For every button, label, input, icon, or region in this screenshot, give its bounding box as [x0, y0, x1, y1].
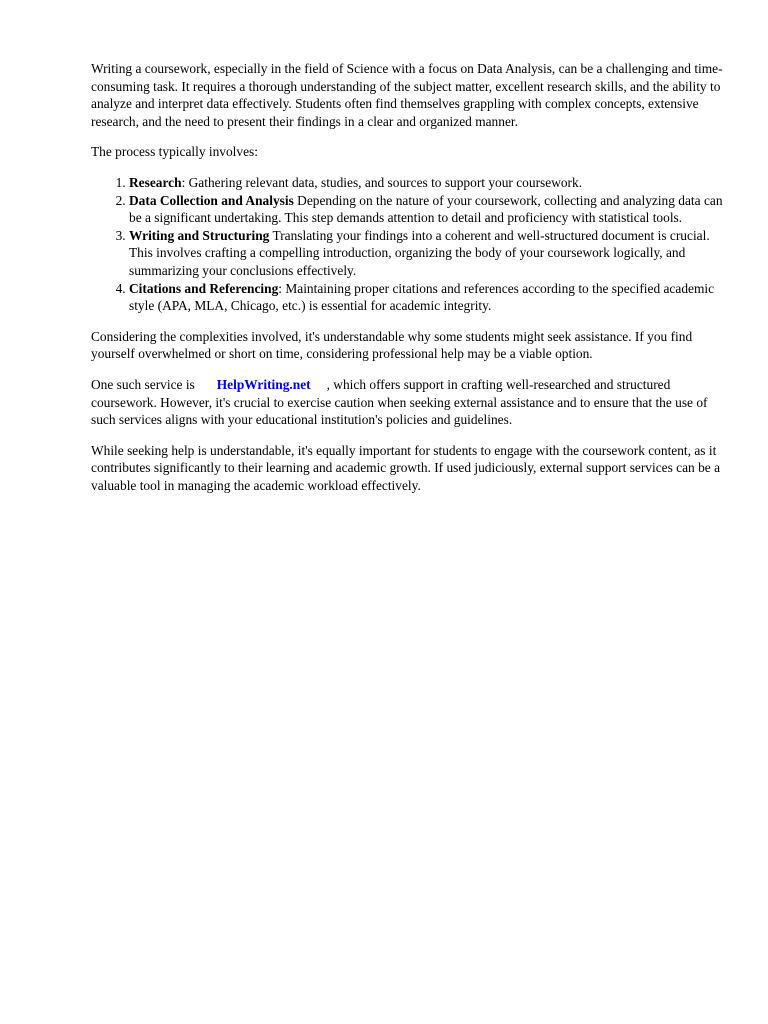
step-title: Research: [129, 174, 182, 190]
helpwriting-link[interactable]: HelpWriting.net: [216, 376, 311, 392]
step-title: Data Collection and Analysis: [129, 192, 294, 208]
service-after-text: , which offers support in crafting well-researched and structured coursework. However, it's crucial to exercise caution when seeking external assistance and to ensure that the use of such services aligns with your educational institution's policies and guidelines.: [91, 376, 708, 428]
step-text: Depending on the nature of your coursework, collecting and analyzing data can be a significant undertaking. This step demands attention to detail and proficiency with statistical tools.: [129, 192, 723, 226]
service-before-text: One such service is: [91, 376, 195, 392]
process-steps-list: [91, 174, 731, 315]
step-text: : Gathering relevant data, studies, and sources to support your coursework.: [181, 174, 583, 190]
intro-paragraph: Writing a coursework, especially in the field of Science with a focus on Data Analysis, can be a challenging and time-consuming task. It requires a thorough understanding of the subject matter, excellent research skills, and the ability to analyze and interpret data effectively. Students often find themselves grappling with complex concepts, extensive research, and the need to present their findings in a clear and organized manner.: [91, 61, 723, 129]
step-title: Citations and Referencing: [129, 280, 279, 296]
closing-paragraph: While seeking help is understandable, it's equally important for students to engage with the coursework content, as it contributes significantly to their learning and academic growth. If used judiciously, external support services can be a valuable tool in managing the academic workload effectively.: [91, 442, 721, 493]
list-item: [129, 174, 731, 192]
step-text: : Maintaining proper citations and references according to the specified academic style (APA, MLA, Chicago, etc.) is essential for academic integrity.: [129, 280, 715, 314]
considering-paragraph: Considering the complexities involved, it's understandable why some students might seek assistance. If you find yourself overwhelmed or short on time, considering professional help may be a viable option.: [91, 328, 693, 362]
step-title: Writing and Structuring: [129, 227, 270, 243]
list-item: [129, 280, 731, 315]
service-paragraph: [91, 376, 731, 429]
document-page: [91, 60, 731, 507]
process-lead: The process typically involves:: [91, 144, 258, 160]
step-text: Translating your findings into a coherent and well-structured document is crucial. This involves crafting a compelling introduction, organizing the body of your coursework logically, and summarizing your conclusions effectively.: [129, 227, 710, 278]
list-item: [129, 192, 731, 227]
list-item: [129, 227, 731, 280]
